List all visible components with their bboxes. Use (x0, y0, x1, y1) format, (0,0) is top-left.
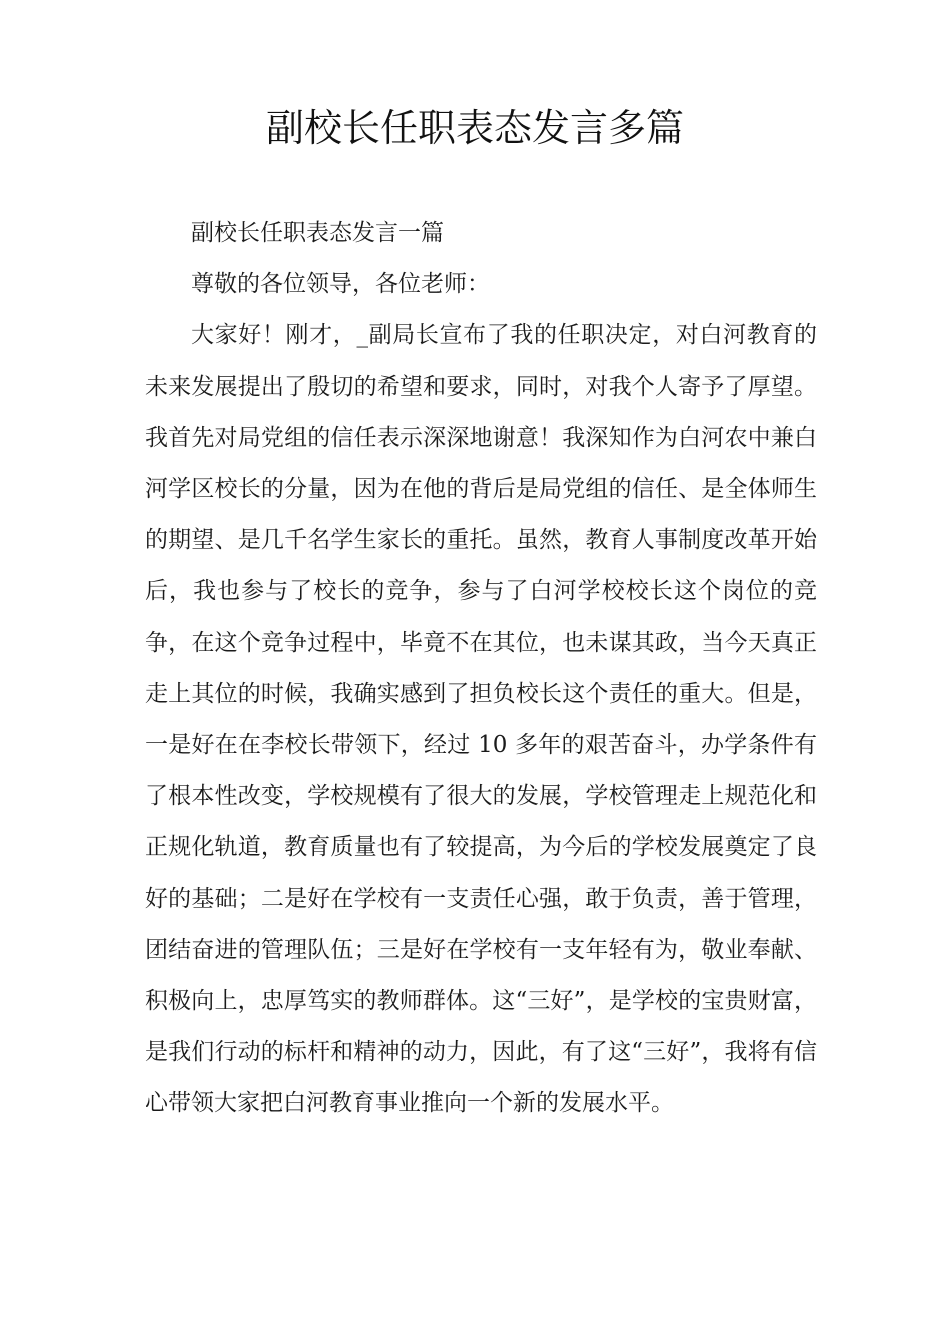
salutation: 尊敬的各位领导，各位老师： (191, 271, 490, 298)
document-body (145, 208, 817, 1130)
document-title: 副校长任职表态发言多篇 (265, 106, 684, 150)
body-paragraph: 大家好！刚才，_副局长宣布了我的任职决定，对白河教育的未来发展提出了殷切的希望和要求，同时，对我个人寄予了厚望。我首先对局党组的信任表示深深地谢意！我深知作为白河农中兼白河学区校长的分量，因为在他的背后是局党组的信任、是全体师生的期望、是几千名学生家长的重托。虽然，教育人事制度改革开始后，我也参与了校长的竞争，参与了白河学校校长这个岗位的竞争，在这个竞争过程中，毕竟不在其位，也未谋其政，当今天真正走上其位的时候，我确实感到了担负校长这个责任的重大。但是，一是好在在李校长带领下，经过 10 多年的艰苦奋斗，办学条件有了根本性改变，学校规模有了很大的发展，学校管理走上规范化和正规化轨道，教育质量也有了较提高，为今后的学校发展奠定了良好的基础；二是好在学校有一支责任心强，敢于负责，善于管理，团结奋进的管理队伍；三是好在学校有一支年轻有为，敬业奉献、积极向上，忠厚笃实的教师群体。这“三好”，是学校的宝贵财富，是我们行动的标杆和精神的动力，因此，有了这“三好”，我将有信心带领大家把白河教育事业推向一个新的发展水平。 (145, 322, 817, 1117)
section-heading: 副校长任职表态发言一篇 (191, 220, 444, 246)
